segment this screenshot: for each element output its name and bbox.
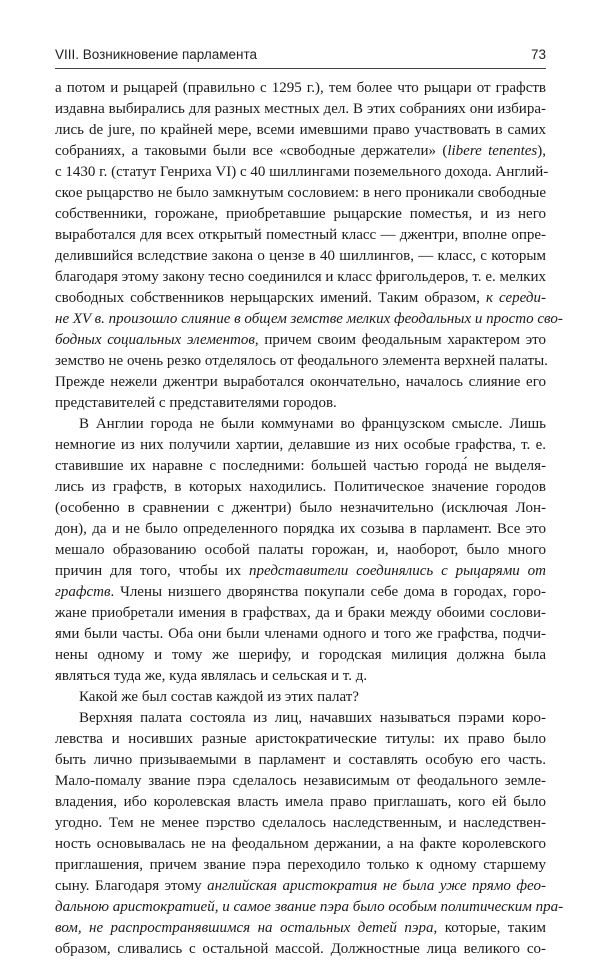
text-line	[55, 834, 546, 855]
text-span: ское рыцарство не было замкнутым сословием: в него проникали свободные	[55, 185, 546, 201]
text-span: собраниях, а таковыми были все «свободные держатели» (	[55, 143, 448, 159]
text-line	[55, 141, 546, 162]
text-line	[55, 582, 546, 603]
text-span: делившийся вследствие закона о цензе в 40 шиллингов, — класс, с которым	[55, 248, 546, 264]
text-span: выработался для всех открытый поместный класс — джентри, вполне опре-	[55, 227, 546, 243]
text-line	[55, 519, 546, 540]
text-line	[55, 225, 546, 246]
text-line	[55, 603, 546, 624]
text-span: (особенно в сравнении с джентри) было незначительно (исключая Лон-	[55, 500, 546, 516]
text-line	[55, 435, 546, 456]
text-line	[55, 855, 546, 876]
text-span: ями были часты. Оба они были членами одного и того же графства, подчи-	[55, 626, 546, 642]
text-span: , причем своим феодальным характером это	[254, 332, 547, 348]
text-span: ставившие их наравне с последними: большей частью города́ не выделя-	[55, 458, 546, 474]
text-line	[55, 351, 546, 372]
text-line	[55, 204, 546, 225]
text-line	[55, 183, 546, 204]
text-span: земство не очень резко отделялось от феодального элемента верхней палаты.	[55, 353, 548, 369]
text-line	[55, 162, 549, 183]
text-span: причин для того, чтобы их	[55, 563, 250, 579]
text-span: Какой же был состав каждой из этих палат?	[79, 689, 359, 705]
header-rule	[55, 68, 546, 69]
text-span: лись de jure, по крайней мере, всеми имевшими право участвовать в самих	[55, 122, 546, 138]
text-line	[55, 99, 546, 120]
italic-text: дальною аристократией, и самое звание пэра было особым политическим пра-	[55, 899, 564, 915]
text-span: благодаря этому закону тесно соединился и класс фригольдеров, т. е. мелких	[55, 269, 546, 285]
text-line	[55, 456, 546, 477]
body-text	[55, 78, 564, 960]
text-line	[55, 729, 546, 750]
text-line	[55, 120, 546, 141]
text-span: немногие из них получили хартии, делавшие из них особые графства, т. е.	[55, 437, 546, 453]
text-span: с 1430 г. (статут Генриха VI) с 40 шиллингами поземельного дохода. Англий-	[55, 164, 549, 180]
text-line	[55, 561, 546, 582]
text-line	[55, 750, 546, 771]
text-line	[55, 708, 546, 729]
running-header	[55, 47, 546, 62]
text-line	[55, 477, 546, 498]
text-line	[55, 78, 546, 99]
text-line	[55, 288, 546, 309]
text-line	[55, 393, 546, 414]
text-span: лись из графств, в которых находились. Политическое значение городов	[55, 479, 546, 495]
text-line	[55, 246, 546, 267]
italic-text: вом, не распространявшимся на остальных детей пэра	[55, 920, 434, 936]
text-line	[55, 309, 563, 330]
text-span: являться туда же, куда являлась и сельская и т. д.	[55, 668, 368, 684]
text-line	[55, 414, 546, 435]
text-span: представителей с представителями городов.	[55, 395, 337, 411]
text-span: нены одному и тому же шерифу, и городская милиция должна была	[55, 647, 546, 663]
text-span: мешало образованию особой палаты горожан, и, наоборот, было много	[55, 542, 546, 558]
text-line	[55, 666, 546, 687]
text-span: сыну. Благодаря этому	[55, 878, 208, 894]
text-line	[55, 897, 564, 918]
text-line	[55, 918, 546, 939]
italic-text: представители соединялись с рыцарями от	[249, 563, 546, 579]
italic-text: бодных социальных элементов	[55, 332, 255, 348]
text-line	[55, 687, 546, 708]
text-line	[55, 792, 546, 813]
text-line	[55, 267, 546, 288]
text-line	[55, 540, 546, 561]
text-span: владения, ибо королевская власть имела право приглашать, кого ей было	[55, 794, 546, 810]
text-line	[55, 498, 546, 519]
italic-text: графств	[55, 584, 111, 600]
text-span: Верхняя палата состояла из лиц, начавших называться пэрами коро-	[79, 710, 546, 726]
text-span: ность основывалась не на феодальном держании, а на факте королевского	[55, 836, 546, 852]
text-span: собственники, горожане, приобретавшие рыцарские поместья, и из него	[55, 206, 546, 222]
text-span: Мало-помалу звание пэра сделалось независимым от феодального земле-	[55, 773, 546, 789]
italic-text: к середи-	[485, 290, 546, 306]
italic-text: libere tenentes	[447, 143, 538, 159]
text-span: В Англии города не были коммунами во французском смысле. Лишь	[79, 416, 546, 432]
text-span: , которые, таким	[433, 920, 547, 936]
text-span: ),	[537, 143, 546, 159]
text-span: дон), да и не было определенного порядка их созыва в парламент. Все это	[55, 521, 546, 537]
text-line	[55, 813, 546, 834]
text-line	[55, 939, 546, 960]
text-line	[55, 372, 546, 393]
text-span: . Члены низшего дворянства покупали себе дома в городах, горо-	[110, 584, 546, 600]
text-span: жане приобретали имения в графствах, да и браки между обоими сослови-	[55, 605, 546, 621]
text-span: быть лично призываемыми в парламент и составлять особую его часть.	[55, 752, 546, 768]
text-span: свободных собственников нерыцарских имений. Таким образом,	[55, 290, 486, 306]
chapter-title: VIII. Возникновение парламента	[55, 47, 257, 62]
text-line	[55, 330, 546, 351]
text-span: Прежде нежели джентри выработался окончательно, началось слияние его	[55, 374, 546, 390]
text-span: приглашения, причем звание пэра переходило только к одному старшему	[55, 857, 546, 873]
text-span: угодно. Тем не менее пэрство сделалось наследственным, и наследствен-	[55, 815, 546, 831]
text-span: левства и носивших разные аристократические титулы: их право было	[55, 731, 546, 747]
text-line	[55, 645, 546, 666]
text-span: а потом и рыцарей (правильно с 1295 г.), тем более что рыцари от графств	[55, 80, 546, 96]
text-line	[55, 624, 546, 645]
text-span: образом, сливались с остальной массой. Должностные лица великого со-	[55, 941, 546, 957]
italic-text: английская аристократия не была уже прямо фео-	[207, 878, 546, 894]
text-line	[55, 876, 546, 897]
text-line	[55, 771, 546, 792]
italic-text: не XV в. произошло слияние в общем земстве мелких феодальных и просто сво-	[55, 311, 563, 327]
page-number: 73	[530, 47, 546, 62]
text-span: издавна выбирались для разных местных дел. В этих собраниях они избира-	[55, 101, 546, 117]
